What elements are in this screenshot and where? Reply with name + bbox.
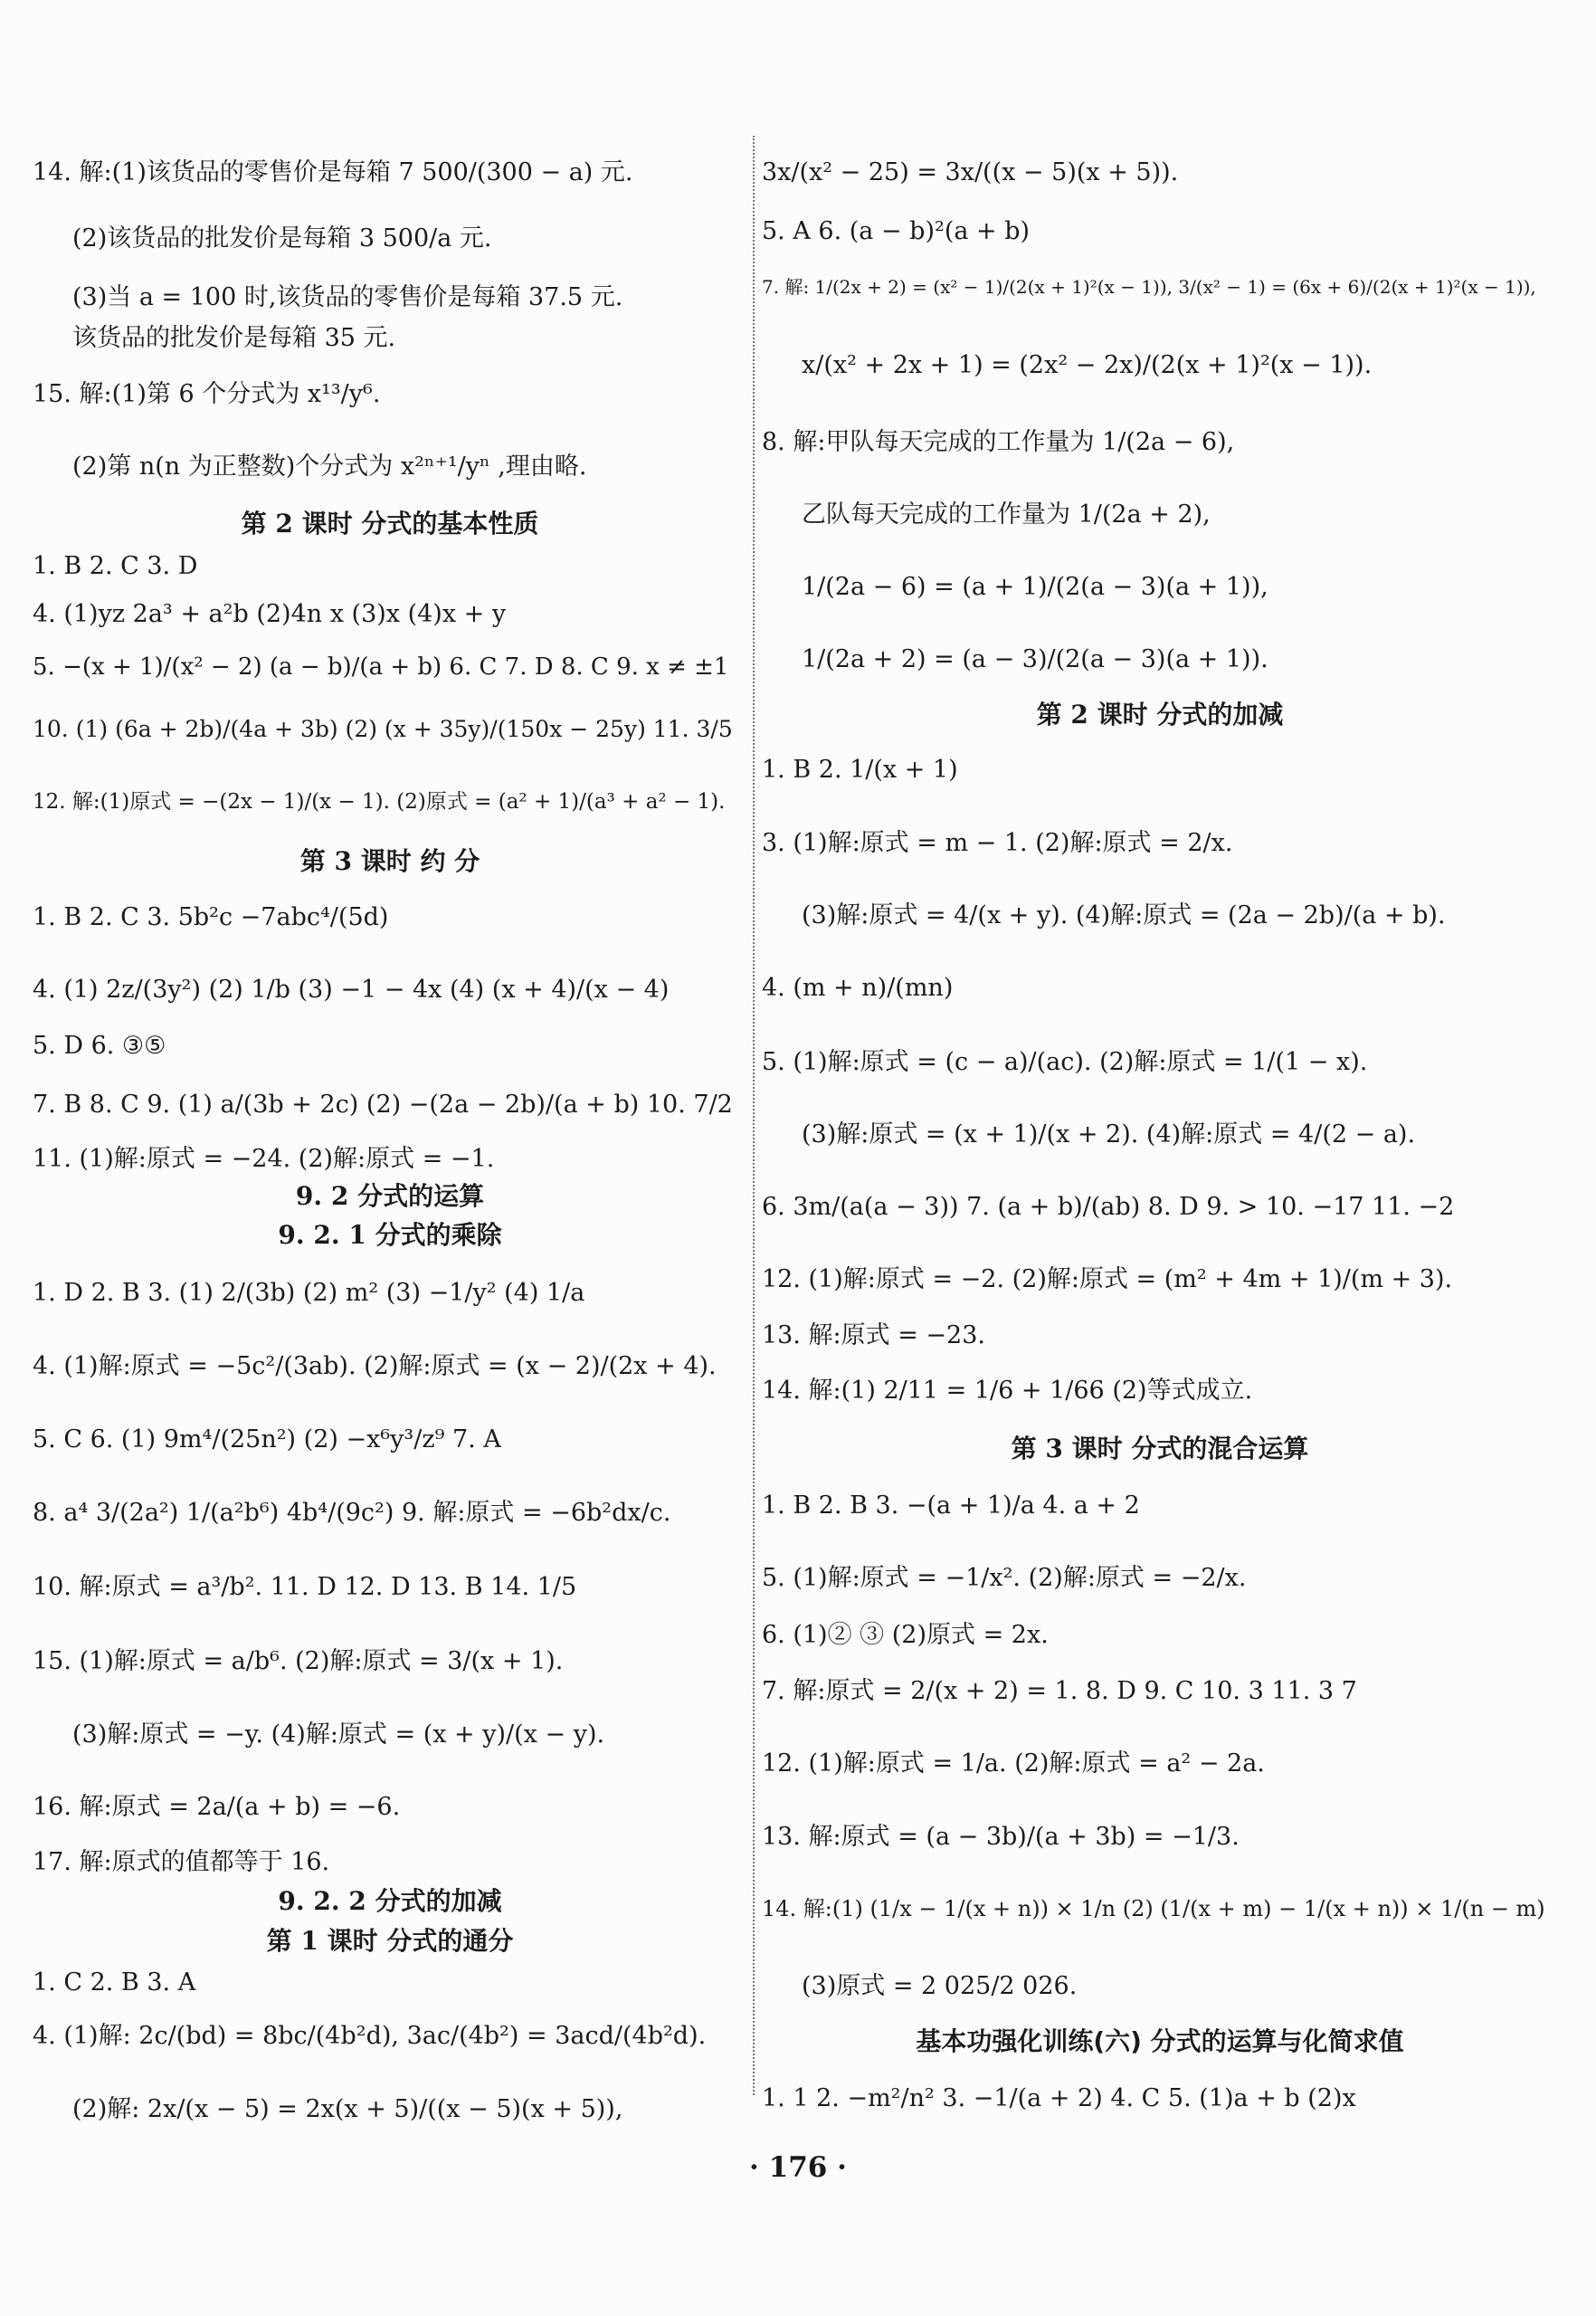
answer-line: 5. −(x + 1)/(x² − 2) (a − b)/(a + b) 6. C 7. D 8. C 9. x ≠ ±1	[33, 653, 729, 681]
page-number: · 176 ·	[749, 2151, 847, 2184]
answer-line: 13. 解:原式 = (a − 3b)/(a + 3b) = −1/3.	[762, 1823, 1240, 1851]
answer-line: 乙队每天完成的工作量为 1/(2a + 2),	[802, 500, 1211, 529]
answer-line: 12. (1)解:原式 = −2. (2)解:原式 = (m² + 4m + 1)/(m + 3).	[762, 1265, 1453, 1293]
answer-line: 6. 3m/(a(a − 3)) 7. (a + b)/(ab) 8. D 9. > 10. −17 11. −2	[762, 1193, 1455, 1221]
section-heading: 9. 2 分式的运算	[295, 1181, 485, 1211]
answer-line: 4. (1)解:原式 = −5c²/(3ab). (2)解:原式 = (x − 2)/(2x + 4).	[33, 1352, 717, 1380]
answer-line: (3)当 a = 100 时,该货品的零售价是每箱 37.5 元.	[72, 283, 623, 311]
answer-line: 5. A 6. (a − b)²(a + b)	[762, 217, 1031, 245]
answer-line: (3)解:原式 = 4/(x + y). (4)解:原式 = (2a − 2b)/(a + b).	[802, 901, 1446, 929]
answer-line: 1/(2a + 2) = (a − 3)/(2(a − 3)(a + 1)).	[802, 645, 1268, 673]
answer-line: 12. (1)解:原式 = 1/a. (2)解:原式 = a² − 2a.	[762, 1749, 1265, 1778]
answer-line: 7. B 8. C 9. (1) a/(3b + 2c) (2) −(2a − 2b)/(a + b) 10. 7/2	[33, 1091, 733, 1119]
answer-line: 8. a⁴ 3/(2a²) 1/(a²b⁶) 4b⁴/(9c²) 9. 解:原式 = −6b²dx/c.	[33, 1499, 671, 1527]
answer-line: (2)该货品的批发价是每箱 3 500/a 元.	[72, 224, 492, 253]
answer-line: x/(x² + 2x + 1) = (2x² − 2x)/(2(x + 1)²(x − 1)).	[802, 351, 1373, 379]
section-heading: 9. 2. 2 分式的加减	[278, 1886, 502, 1916]
answer-line: 10. (1) (6a + 2b)/(4a + 3b) (2) (x + 35y)/(150x − 25y) 11. 3/5	[33, 716, 733, 742]
answer-line: 1. B 2. B 3. −(a + 1)/a 4. a + 2	[762, 1492, 1140, 1520]
answer-line: 6. (1)② ③ (2)原式 = 2x.	[762, 1621, 1049, 1649]
answer-line: 13. 解:原式 = −23.	[762, 1321, 985, 1349]
answer-line: 1. 1 2. −m²/n² 3. −1/(a + 2) 4. C 5. (1)a + b (2)x	[762, 2084, 1356, 2112]
section-heading: 第 1 课时 分式的通分	[266, 1926, 514, 1956]
answer-line: 15. 解:(1)第 6 个分式为 x¹³/y⁶.	[33, 380, 381, 408]
answer-line: 1. C 2. B 3. A	[33, 1968, 196, 1997]
answer-line: (3)解:原式 = (x + 1)/(x + 2). (4)解:原式 = 4/(2 − a).	[802, 1120, 1416, 1148]
answer-line: 1. B 2. C 3. 5b²c −7abc⁴/(5d)	[33, 903, 389, 931]
section-heading: 第 3 课时 约 分	[299, 846, 480, 876]
answer-line: 14. 解:(1) 2/11 = 1/6 + 1/66 (2)等式成立.	[762, 1377, 1253, 1405]
answer-line: 4. (1)yz 2a³ + a²b (2)4n x (3)x (4)x + y	[33, 600, 507, 628]
answer-line: 17. 解:原式的值都等于 16.	[33, 1848, 330, 1876]
answer-line: 12. 解:(1)原式 = −(2x − 1)/(x − 1). (2)原式 = (a² + 1)/(a³ + a² − 1).	[33, 790, 726, 814]
answer-line: 1. B 2. 1/(x + 1)	[762, 756, 958, 784]
answer-line: 4. (1) 2z/(3y²) (2) 1/b (3) −1 − 4x (4) (x + 4)/(x − 4)	[33, 976, 670, 1004]
answer-line: 1. B 2. C 3. D	[33, 552, 198, 580]
answer-line: 14. 解:(1) (1/x − 1/(x + n)) × 1/n (2) (1/(x + m) − 1/(x + n)) × 1/(n − m)	[762, 1896, 1545, 1921]
column-divider	[753, 136, 755, 2095]
section-heading: 基本功强化训练(六) 分式的运算与化简求值	[916, 2026, 1404, 2056]
answer-line: 5. (1)解:原式 = −1/x². (2)解:原式 = −2/x.	[762, 1564, 1247, 1592]
answer-line: 3. (1)解:原式 = m − 1. (2)解:原式 = 2/x.	[762, 829, 1233, 857]
section-heading: 第 3 课时 分式的混合运算	[1011, 1434, 1309, 1463]
answer-line: (2)第 n(n 为正整数)个分式为 x²ⁿ⁺¹/yⁿ ,理由略.	[72, 453, 587, 481]
section-heading: 9. 2. 1 分式的乘除	[278, 1220, 502, 1250]
section-heading: 第 2 课时 分式的加减	[1036, 700, 1284, 729]
answer-line: 该货品的批发价是每箱 35 元.	[72, 324, 396, 352]
answer-line: 4. (1)解: 2c/(bd) = 8bc/(4b²d), 3ac/(4b²) = 3acd/(4b²d).	[33, 2022, 707, 2050]
answer-line: (3)解:原式 = −y. (4)解:原式 = (x + y)/(x − y).	[72, 1720, 605, 1749]
answer-line: 1/(2a − 6) = (a + 1)/(2(a − 3)(a + 1)),	[802, 573, 1268, 601]
section-heading: 第 2 课时 分式的基本性质	[241, 509, 539, 538]
answer-line: (2)解: 2x/(x − 5) = 2x(x + 5)/((x − 5)(x + 5)),	[72, 2095, 623, 2123]
answer-line: 8. 解:甲队每天完成的工作量为 1/(2a − 6),	[762, 428, 1235, 456]
answer-line: (3)原式 = 2 025/2 026.	[802, 1972, 1078, 2000]
answer-line: 10. 解:原式 = a³/b². 11. D 12. D 13. B 14. 1/5	[33, 1573, 577, 1601]
answer-line: 11. (1)解:原式 = −24. (2)解:原式 = −1.	[33, 1145, 495, 1173]
answer-line: 5. D 6. ③⑤	[33, 1032, 166, 1060]
answer-line: 3x/(x² − 25) = 3x/((x − 5)(x + 5)).	[762, 158, 1179, 186]
answer-line: 16. 解:原式 = 2a/(a + b) = −6.	[33, 1793, 401, 1821]
answer-line: 7. 解:原式 = 2/(x + 2) = 1. 8. D 9. C 10. 3 11. 3 7	[762, 1677, 1357, 1705]
answer-line: 5. C 6. (1) 9m⁴/(25n²) (2) −x⁶y³/z⁹ 7. A	[33, 1425, 501, 1453]
answer-line: 7. 解: 1/(2x + 2) = (x² − 1)/(2(x + 1)²(x − 1)), 3/(x² − 1) = (6x + 6)/(2(x + 1)²(x − 1)),	[762, 276, 1536, 298]
answer-line: 4. (m + n)/(mn)	[762, 974, 954, 1002]
answer-line: 1. D 2. B 3. (1) 2/(3b) (2) m² (3) −1/y² (4) 1/a	[33, 1279, 585, 1307]
answer-line: 14. 解:(1)该货品的零售价是每箱 7 500/(300 − a) 元.	[33, 158, 633, 186]
answer-line: 15. (1)解:原式 = a/b⁶. (2)解:原式 = 3/(x + 1).	[33, 1647, 564, 1675]
answer-line: 5. (1)解:原式 = (c − a)/(ac). (2)解:原式 = 1/(1 − x).	[762, 1048, 1368, 1076]
